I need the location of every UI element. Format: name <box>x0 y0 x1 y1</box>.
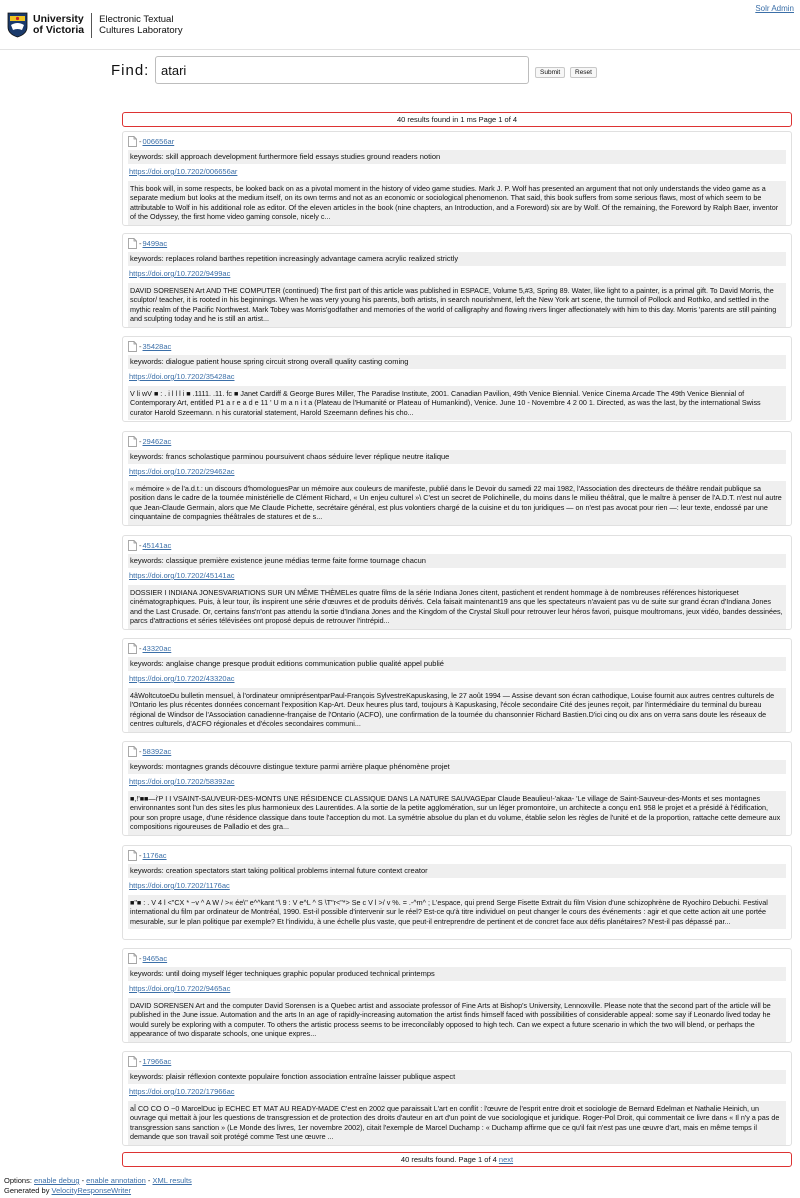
crest-icon <box>7 12 28 38</box>
result-card <box>122 638 792 733</box>
search-input[interactable] <box>155 56 529 84</box>
result-keywords: keywords: skill approach development furthermore field essays studies ground readers notion <box>128 150 786 164</box>
lab-name-line2: Cultures Laboratory <box>99 25 183 36</box>
enable-annotation-link[interactable]: enable annotation <box>86 1176 146 1185</box>
document-icon <box>128 136 137 147</box>
result-doi-link[interactable]: https://doi.org/10.7202/006656ar <box>129 167 238 176</box>
result-keywords: keywords: dialogue patient house spring circuit strong overall quality casting coming <box>128 355 786 369</box>
generator-link[interactable]: VelocityResponseWriter <box>51 1185 132 1195</box>
result-keywords: keywords: anglaise change presque produit editions communication publie qualité appel publié <box>128 657 786 671</box>
title-separator: - <box>139 746 142 756</box>
result-title-row <box>128 237 786 249</box>
result-keywords: keywords: creation spectators start taking political problems internal future context creator <box>128 864 786 878</box>
result-title-row <box>128 849 786 861</box>
document-icon <box>128 1056 137 1067</box>
document-icon <box>128 746 137 757</box>
document-icon <box>128 341 137 352</box>
result-card <box>122 948 792 1043</box>
result-doi-link[interactable]: https://doi.org/10.7202/1176ac <box>129 881 230 890</box>
result-card <box>122 741 792 836</box>
result-keywords: keywords: classique première existence jeune médias terme faite forme tournage chacun <box>128 554 786 568</box>
result-card <box>122 233 792 328</box>
result-doi-link[interactable]: https://doi.org/10.7202/9499ac <box>129 269 231 278</box>
result-abstract: This book will, in some respects, be looked back on as a pivotal moment in the history of video game studies. Mark J. P. Wolf has presented an argument that not only understands the video game as a separate medium but looks at the medium itself, on its own terms and not as an economic or sociological phenomenon. That said, this book suffers from some serious flaws, most of which seem to be attributable to Wolf in his additional role as editor. Of the eleven articles in the book (nine chapters, an Introduction, and a Foreword) six are by Wolf. Of the remaining, the Foreword by Ralph Baer, inventor of the Odyssey, the first home video gaming console, nicely c... <box>128 181 786 225</box>
result-card <box>122 131 792 226</box>
title-separator: - <box>139 341 142 351</box>
lab-name <box>99 14 182 36</box>
document-icon <box>128 850 137 861</box>
result-abstract: ■"■ : . V 4 l <"CX * ~v ^ A W / >« ée\" e^^kant "\ 9 : V e^L ^ S \T"r<"*> Se c V l >/ v %. = .-^m^ ; L'espace, qui prend Serge Fisette Extrait du film Vision d'une schizophrène de Ryochiro Debuchi. Festival international du film par ordinateur de Montréal, 1990. Est-il possible d'intervenir sur le réel? Est-ce qu'à titre individuel on peut changer le cours des événements : agir et que cette action ait une portée mesurable, sur le plan politique par exemple? Et l'individu, à une échelle plus vaste, que peut-il entreprendre de pertinent et de concret face aux défis planétaires? N'est-il pas dépassé par... <box>128 895 786 929</box>
result-abstract: « mémoire » de l'a.d.t.: un discours d'homologuesPar un mémoire aux couleurs de manifeste, publié dans le Devoir du samedi 22 mai 1982, l'Association des directeurs de théâtre rendait publique sa position dans le cadre de la tournée ministérielle de Clément Richard, « Un enjeu culturel »\ C'est un secret de Polichinelle, du moins dans le milieu théâtral, que le maître à penser de l'A.D.T. n'est nul autre que Jean-Claude Germain, alors que Me Claude Pichette, secrétaire général, est plus volontiers chargé de la cuisine et du ton juridiques — on n'est pas avocat pour rien —: leur texte, endossé par une cinquantaine de compagnies théâtrales de statures et de s... <box>128 481 786 525</box>
university-name-line1: University <box>33 13 84 25</box>
title-separator: - <box>139 540 142 550</box>
result-doi-link[interactable]: https://doi.org/10.7202/17966ac <box>129 1087 235 1096</box>
university-logo[interactable] <box>7 12 183 38</box>
title-separator: - <box>139 136 142 146</box>
university-name-line2: of Victoria <box>33 24 85 36</box>
result-abstract: 4âWoltcutoeDu bulletin mensuel, à l'ordinateur omniprésentparPaul-François SylvestreKapuskasing, le 27 août 1994 — Assise devant son écran cathodique, Louise fournit aux autres centres culturels de l'Ontario les plus récentes données concernant l'exposition Kap-Art. Deux heures plus tard, toujours à Kapuskasing, l'école secondaire Cité des jeunes reçoit, par l'intermédiaire du terminal du bureau régional de Windsor de l'Association canadienne-française de l'Ontario (ACFO), une confirmation de la tournée du chansonnier Richard Bastien.D'ici cinq ou dix ans on verra sans doute les réseaux de centres culturels, d'ACFO régionales et d'écoles secondaires communi... <box>128 688 786 732</box>
result-doi-link[interactable]: https://doi.org/10.7202/29462ac <box>129 467 235 476</box>
title-separator: - <box>139 850 142 860</box>
result-card <box>122 535 792 630</box>
title-separator: - <box>139 953 142 963</box>
result-keywords: keywords: plaisir réflexion contexte populaire fonction association entraîne laisser publique aspect <box>128 1070 786 1084</box>
result-keywords: keywords: francs scholastique parminou poursuivent chaos séduire lever réplique neutre italique <box>128 450 786 464</box>
result-id-link[interactable]: 9499ac <box>142 238 168 248</box>
result-id-link[interactable]: 006656ar <box>142 136 175 146</box>
generated-by-label: Generated by <box>4 1185 50 1195</box>
result-id-link[interactable]: 29462ac <box>142 436 172 446</box>
result-id-link[interactable]: 35428ac <box>142 341 172 351</box>
results-status-bottom <box>122 1152 792 1167</box>
university-name <box>33 14 84 36</box>
result-doi-link[interactable]: https://doi.org/10.7202/9465ac <box>129 984 231 993</box>
document-icon <box>128 953 137 964</box>
result-card <box>122 336 792 422</box>
submit-button[interactable]: Submit <box>535 67 565 78</box>
title-separator: - <box>139 238 142 248</box>
result-abstract: DOSSIER I INDIANA JONESVARIATIONS SUR UN MÊME THÈMELes quatre films de la série Indiana Jones citent, pastichent et rendent hommage à de nombreuses références historiqueset cinématographiques. Puis, à leur tour, ils inspirent une série d'œuvres et de produits dérivés. Cela faisait maintenant19 ans que les spectateurs n'avaient pas vu de suite sur grand écran d'Indiana Jones and the Last Crusade. Or, certains fans'n'ont pas attendu la sortie d'Indiana Jones and the Kingdom of the Crystal Skull pour retrouver leur héros favori, puisque moultromans, jeux vidéo, bandes dessinées, parcs d'attractions et séries télévisées ont proposé depuis de retrouver l'intrépid... <box>128 585 786 629</box>
result-title-row <box>128 642 786 654</box>
result-abstract: V li wV ■ : . i l l l i ■ .1111. .11. fc ■ Janet Cardiff & George Bures Miller, The Paradise Institute, 2001. Canadian Pavilion, 49th Venice Biennial. Venice Cinema Arcade The 49th Venice Biennial of Contemporary Art, entitled P1 a r e a d e 11 ' U m a n i t a (Plateau de l'Humanité or Plateau of Humankind), Venice. June 10 - Novembre 4 2 00 1. Directed, as was the last, by the international Swiss curator Harold Szeemann. n his curatorial statement, Harold Szeemann defines his cho... <box>128 386 786 420</box>
result-doi-link[interactable]: https://doi.org/10.7202/58392ac <box>129 777 235 786</box>
next-page-link[interactable]: next <box>498 1155 514 1164</box>
result-id-link[interactable]: 58392ac <box>142 746 172 756</box>
result-title-row <box>128 340 786 352</box>
results-status-top: 40 results found in 1 ms Page 1 of 4 <box>122 112 792 127</box>
result-title-row <box>128 539 786 551</box>
result-abstract: DAVID SORENSEN Art and the computer David Sorensen is a Quebec artist and associate professor of Fine Arts at Bishop's University, Lennoxville. Please note that the second part of the article will be published in the June issue. Automation and the arts In an age of rapidly-increasing automation the artist finds himself faced with possibilities of considerable appeal: some say if Leonardo lived today he would surely be exploring with a computer. To others the artistic process seems to be irreconcilably opposed to high tech. Can we expect a future scenario in which the two will blend, or perhaps the appearance of two disparate schools, one unique expres... <box>128 998 786 1042</box>
result-doi-link[interactable]: https://doi.org/10.7202/35428ac <box>129 372 235 381</box>
result-id-link[interactable]: 9465ac <box>142 953 168 963</box>
result-abstract: aÎ CO CO O ~0 MarcelDuc ip ECHEC ET MAT AU READY-MADE C'est en 2002 que paraissait L'art en conflit : l'œuvre de l'esprit entre droit et sociologie de Bernard Edelman et Nathalie Heinich, un ouvrage qui mettait à jour les questions de transgression et de protection des droits d'auteur en art d'un point de vue sociologique et juridique. Roger-Pol Droit, qui commentait ce livre dans « Il n'y a pas de transgression sans sanction » (Le Monde des livres, 1er novembre 2002), citait l'exemple de Marcel Duchamp : « Duchamp affirme que ce qu'il fait n'est pas une œuvre d'art, mais en même temps il demande que son travail soit protégé comme Test une œuvre ... <box>128 1101 786 1145</box>
title-separator: - <box>139 436 142 446</box>
results-status-bottom-text: 40 results found. Page 1 of 4 <box>400 1155 497 1164</box>
result-title-row <box>128 745 786 757</box>
enable-debug-link[interactable]: enable debug <box>34 1176 80 1185</box>
result-title-row <box>128 1055 786 1067</box>
solr-admin-link[interactable]: Solr Admin <box>755 4 794 13</box>
title-separator: - <box>139 643 142 653</box>
result-card <box>122 1051 792 1146</box>
result-id-link[interactable]: 17966ac <box>142 1056 172 1066</box>
result-keywords: keywords: montagnes grands découvre distingue texture parmi arrière plaque phénomène projet <box>128 760 786 774</box>
result-id-link[interactable]: 1176ac <box>142 850 167 860</box>
options-label: Options: <box>4 1176 32 1185</box>
page-footer: Options: enable debug - enable annotation - XML results Generated by VelocityResponseWriter <box>4 1176 192 1195</box>
result-card <box>122 431 792 526</box>
document-icon <box>128 238 137 249</box>
result-title-row <box>128 135 786 147</box>
find-label: Find: <box>111 62 150 79</box>
result-doi-link[interactable]: https://doi.org/10.7202/43320ac <box>129 674 235 683</box>
lab-name-line1: Electronic Textual <box>99 14 174 25</box>
reset-button[interactable]: Reset <box>570 67 597 78</box>
result-abstract: ■,!'■■—i'P I I VSAINT-SAUVEUR-DES-MONTS UNE RÉSIDENCE CLASSIQUE DANS LA NATURE SAUVAGEpar Claude Beaulieu!-'akaa- 'Le village de Saint-Sauveur-des-Monts et ses montagnes environnantes sont l'un des sites les plus harmonieux des Laurentides. A la sortie de la petite agglomération, sur un léger promontoire, un architecte a conçu en1 958 le projet et a présidé à l'édification, pour son propre usage, d'une résidence classique dans toute l'acception du mot. La symétrie absolue du plan et du volume, établie selon les règles de l'unité et de la proportion, rattache cette demeure aux compositions rigoureuses de Palladio et des gra... <box>128 791 786 835</box>
document-icon <box>128 643 137 654</box>
title-separator: - <box>139 1056 142 1066</box>
result-title-row <box>128 435 786 447</box>
xml-results-link[interactable]: XML results <box>152 1176 192 1185</box>
site-header <box>0 0 800 50</box>
result-keywords: keywords: until doing myself léger techniques graphic popular produced technical printemps <box>128 967 786 981</box>
document-icon <box>128 540 137 551</box>
logo-divider <box>91 13 92 38</box>
result-doi-link[interactable]: https://doi.org/10.7202/45141ac <box>129 571 235 580</box>
result-id-link[interactable]: 45141ac <box>142 540 172 550</box>
result-keywords: keywords: replaces roland barthes repetition increasingly advantage camera acrylic realized strictly <box>128 252 786 266</box>
result-title-row <box>128 952 786 964</box>
result-card <box>122 845 792 940</box>
result-id-link[interactable]: 43320ac <box>142 643 172 653</box>
document-icon <box>128 436 137 447</box>
result-abstract: DAVID SORENSEN Art AND THE COMPUTER (continued) The first part of this article was published in ESPACE, Volume 5,#3, Spring 89. Water, like light to a painter, is a primal gift. To David Morris, the sculptor/ teacher, it is rooted in his beginnings. When he was very young his parents, both artists, in search nourishment, left the New York art scene, the turmoil of Pollock and Rothko, and settled in the mythic realm of the Pacific Northwest. Mark Tobey was Morris'godfather and memories of the world of calligraphy and flowing rivers linger affectionately with him to this day. Morris 'parents are still painting and sculpting today and he is still an artist... <box>128 283 786 327</box>
